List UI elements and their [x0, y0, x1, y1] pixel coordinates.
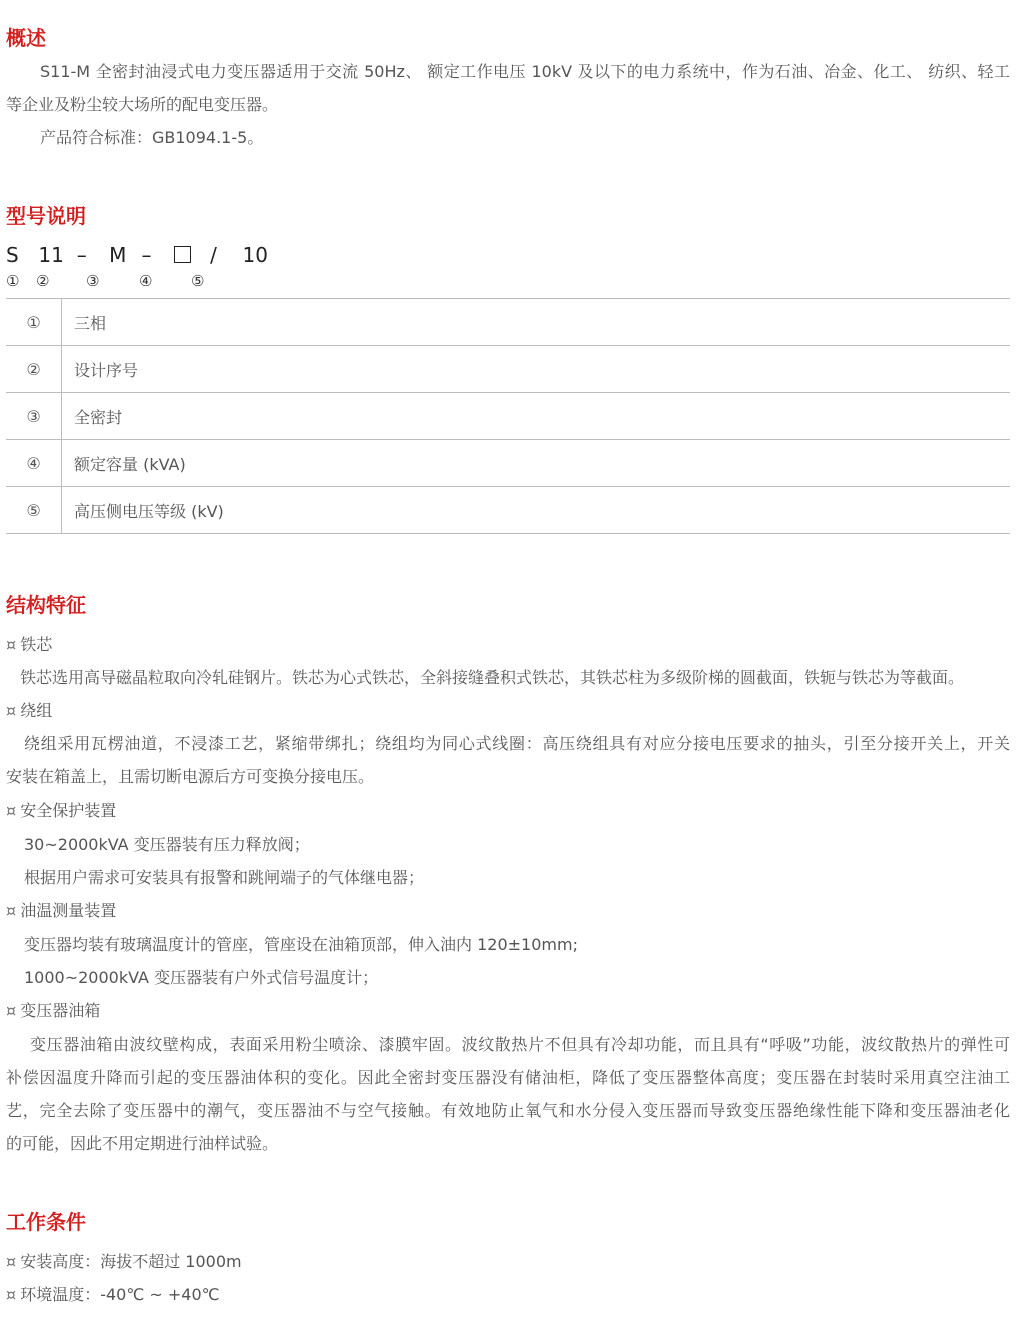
bullet-icon: ¤	[6, 635, 17, 654]
temp-title: ¤ 油温测量装置	[6, 901, 117, 920]
tank-line2: 补偿因温度升降而引起的变压器油体积的变化。因此全密封变压器没有储油柜，降低了变压器整体高度；变压器在封装时采用真空注油工	[6, 1068, 1010, 1087]
table-row	[6, 440, 1010, 487]
winding-title: ¤ 绕组	[6, 701, 53, 720]
model-heading: 型号说明	[6, 204, 86, 228]
core-title: ¤ 铁芯	[6, 635, 53, 654]
row-number: ①	[6, 299, 62, 346]
row-text: 额定容量 (kVA)	[62, 440, 1011, 487]
winding-line2: 安装在箱盖上，且需切断电源后方可变换分接电压。	[6, 767, 375, 786]
model-code-part: –	[76, 243, 87, 267]
capacity-placeholder-box	[174, 240, 204, 270]
overview-para2: 产品符合标准：GB1094.1-5。	[40, 128, 264, 147]
model-code-part: 11	[38, 243, 64, 267]
row-number: ③	[6, 393, 62, 440]
bullet-icon: ¤	[6, 701, 17, 720]
tank-line4: 的可能，因此不用定期进行油样试验。	[6, 1134, 279, 1153]
model-code-part: S	[6, 243, 19, 267]
table-row	[6, 346, 1010, 393]
altitude-item: ¤ 安装高度：海拔不超过 1000m	[6, 1252, 242, 1271]
tank-line1: 变压器油箱由波纹壁构成，表面采用粉尘喷涂、漆膜牢固。波纹散热片不但具有冷却功能，而且具有“呼吸”功能，波纹散热片的弹性可	[30, 1035, 1010, 1054]
row-text: 三相	[62, 299, 1011, 346]
overview-para1-line1: S11-M 全密封油浸式电力变压器适用于交流 50Hz、 额定工作电压 10kV 及以下的电力系统中，作为石油、冶金、化工、 纺织、轻工	[40, 62, 1010, 81]
model-code	[6, 240, 268, 270]
row-text: 高压侧电压等级 (kV)	[62, 487, 1011, 534]
tank-title: ¤ 变压器油箱	[6, 1001, 101, 1020]
marker: ③	[86, 272, 100, 290]
tank-line3: 艺，完全去除了变压器中的潮气，变压器油不与空气接触。有效地防止氧气和水分侵入变压器而导致变压器绝缘性能下降和变压器油老化	[6, 1101, 1010, 1120]
core-text: 铁芯选用高导磁晶粒取向冷轧硅钢片。铁芯为心式铁芯，全斜接缝叠积式铁芯，其铁芯柱为多级阶梯的圆截面，铁轭与铁芯为等截面。	[20, 668, 965, 687]
row-number: ⑤	[6, 487, 62, 534]
bullet-icon: ¤	[6, 1285, 17, 1304]
bullet-icon: ¤	[6, 801, 17, 820]
model-code-part: M	[109, 243, 127, 267]
table-row	[6, 393, 1010, 440]
model-table	[6, 298, 1010, 534]
model-code-part: 10	[242, 243, 268, 267]
bullet-icon: ¤	[6, 901, 17, 920]
table-row	[6, 299, 1010, 346]
marker: ①	[6, 272, 20, 290]
model-code-part: /	[210, 243, 217, 267]
conditions-heading: 工作条件	[6, 1210, 86, 1234]
bullet-icon: ¤	[6, 1001, 17, 1020]
model-code-part: –	[141, 243, 152, 267]
safety-line2: 根据用户需求可安装具有报警和跳闸端子的气体继电器；	[24, 868, 425, 887]
temp-line2: 1000~2000kVA 变压器装有户外式信号温度计；	[24, 968, 379, 987]
marker: ⑤	[191, 272, 205, 290]
row-text: 设计序号	[62, 346, 1011, 393]
row-number: ②	[6, 346, 62, 393]
row-text: 全密封	[62, 393, 1011, 440]
overview-para1-line2: 等企业及粉尘较大场所的配电变压器。	[6, 95, 279, 114]
winding-line1: 绕组采用瓦楞油道，不浸漆工艺，紧缩带绑扎；绕组均为同心式线圈：高压绕组具有对应分接电压要求的抽头，引至分接开关上，开关	[24, 734, 1010, 753]
table-row	[6, 487, 1010, 534]
structure-heading: 结构特征	[6, 593, 86, 617]
temperature-item: ¤ 环境温度：-40℃ ~ +40℃	[6, 1285, 220, 1304]
marker: ④	[139, 272, 153, 290]
temp-line1: 变压器均装有玻璃温度计的管座，管座设在油箱顶部，伸入油内 120±10mm;	[24, 935, 578, 954]
marker: ②	[36, 272, 50, 290]
safety-line1: 30~2000kVA 变压器装有压力释放阀；	[24, 835, 310, 854]
overview-heading: 概述	[6, 26, 46, 50]
bullet-icon: ¤	[6, 1252, 17, 1271]
safety-title: ¤ 安全保护装置	[6, 801, 117, 820]
row-number: ④	[6, 440, 62, 487]
